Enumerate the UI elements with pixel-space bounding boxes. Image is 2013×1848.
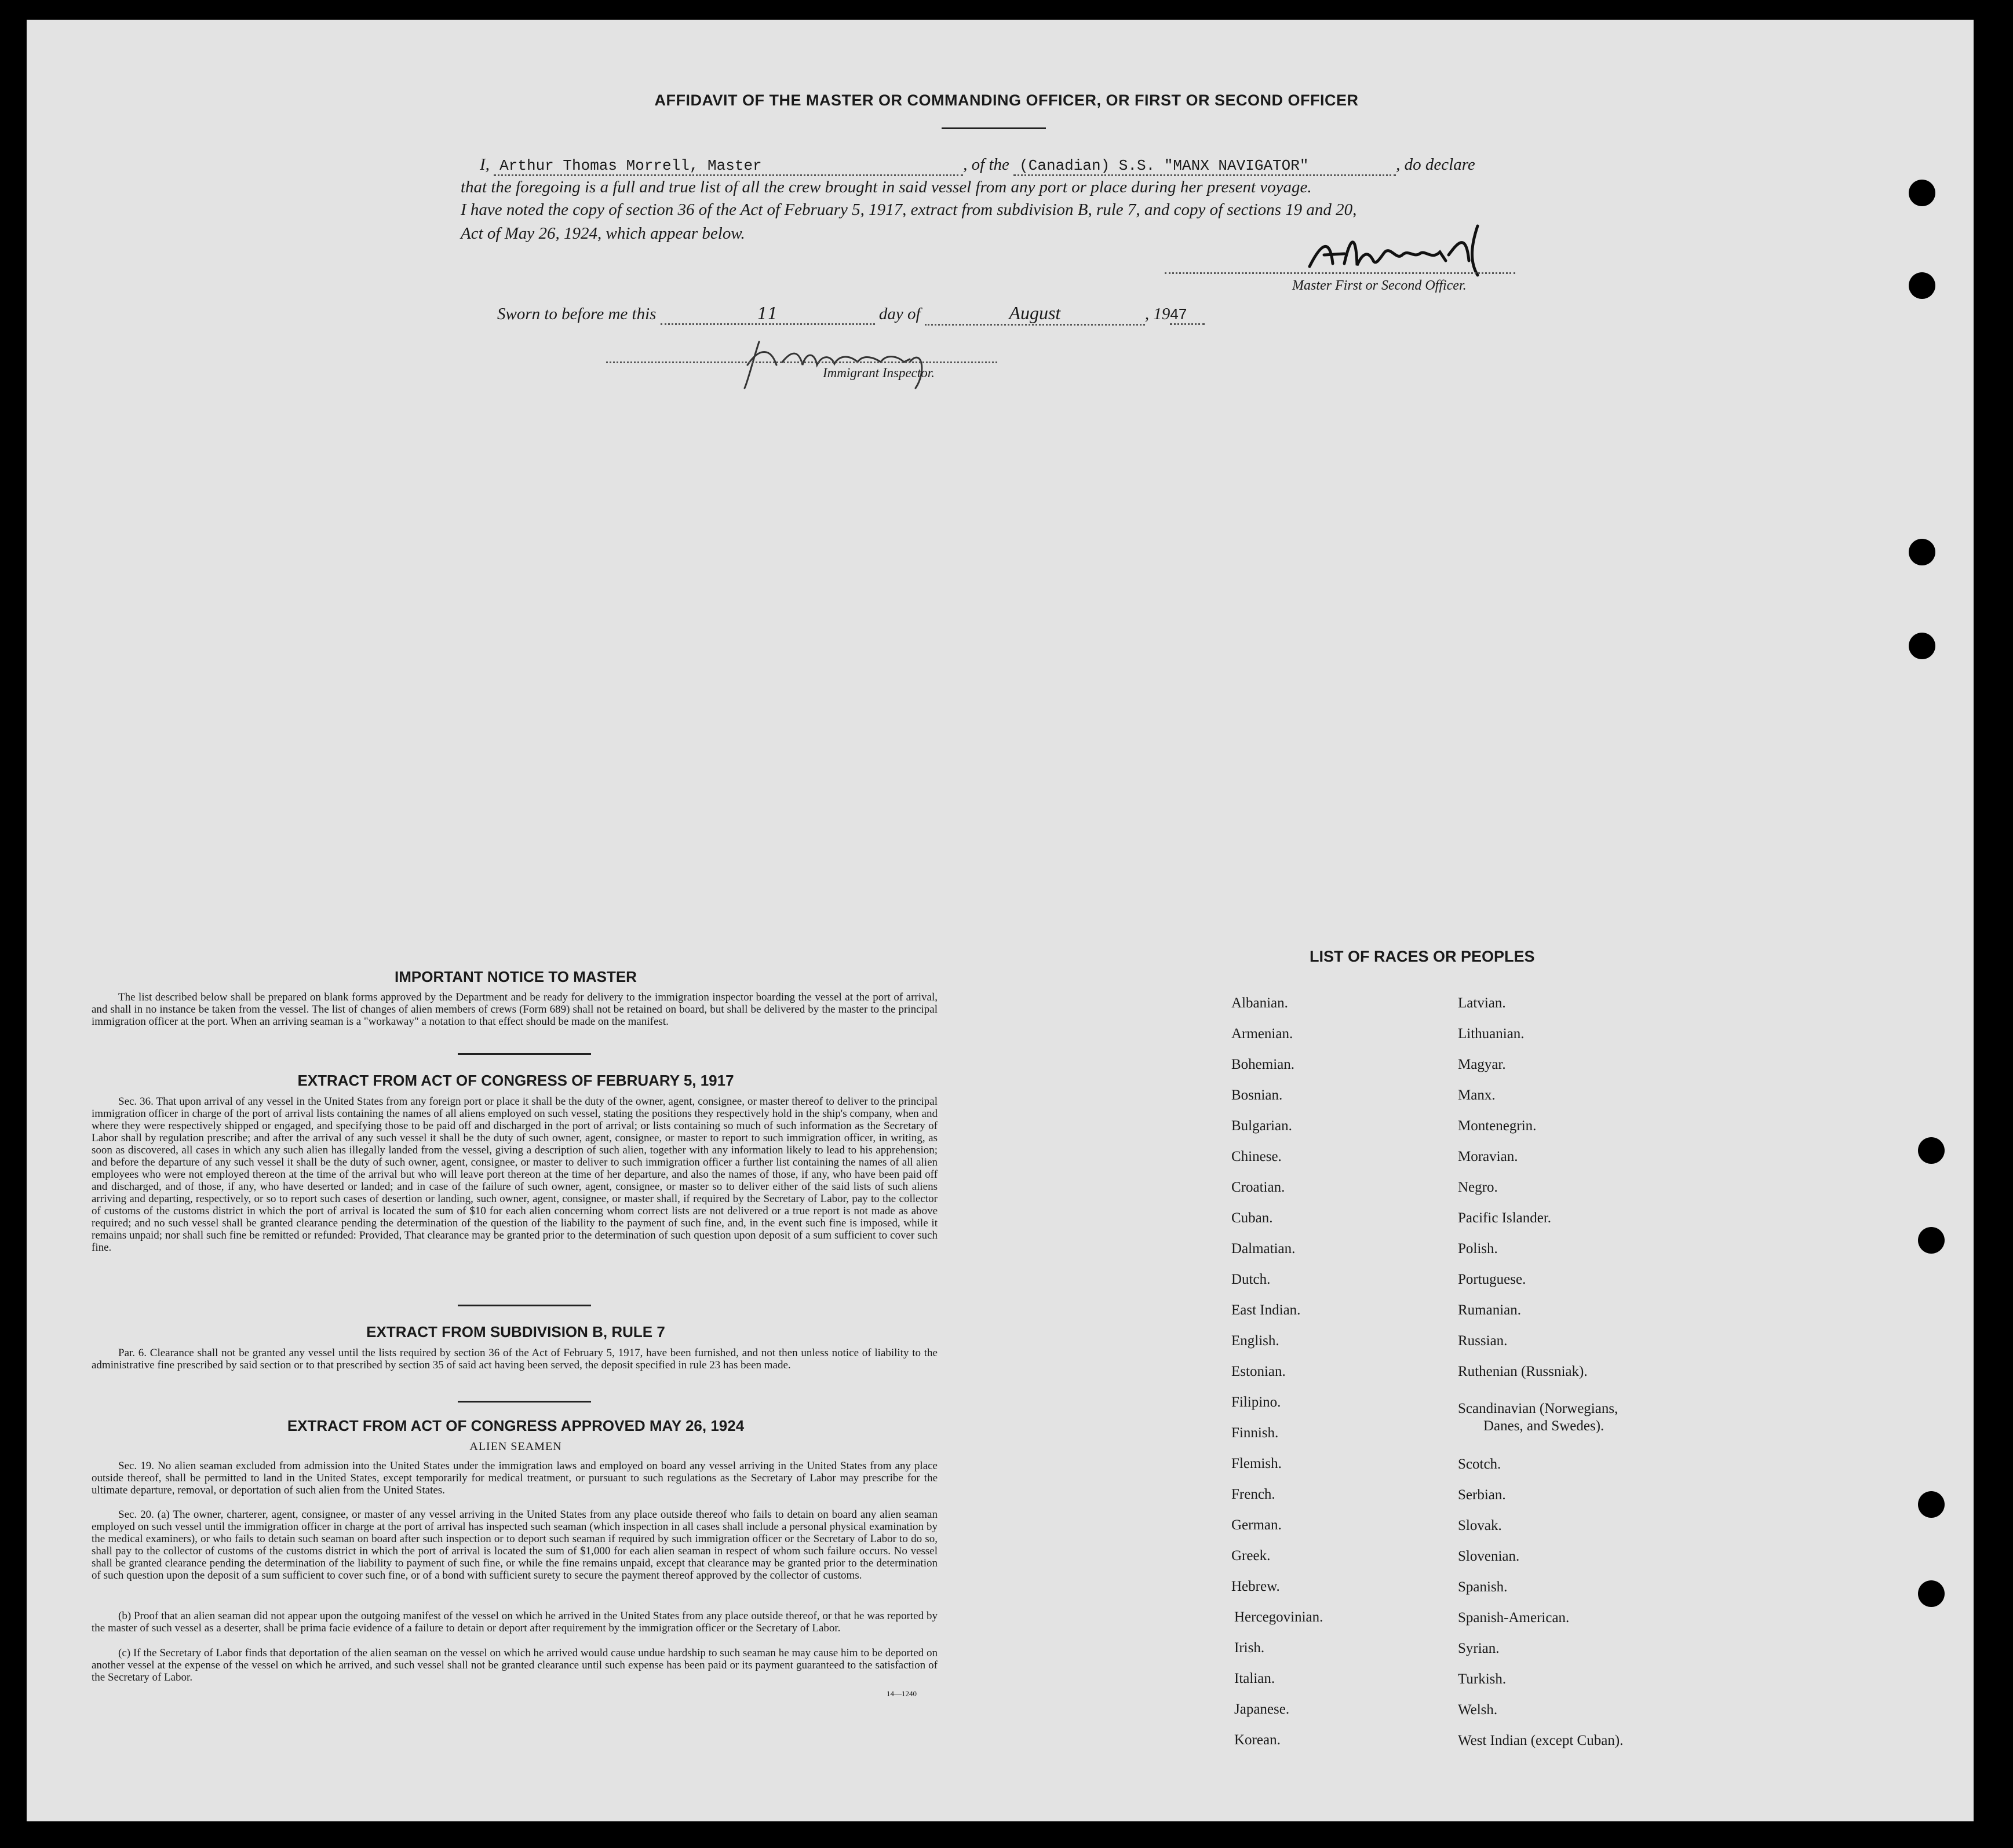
affidavit-lead: I,: [480, 155, 490, 174]
race-item: Korean.: [1234, 1732, 1281, 1748]
affidavit-line-4: Act of May 26, 1924, which appear below.: [461, 224, 745, 243]
race-item: Manx.: [1458, 1087, 1496, 1103]
race-item: Scotch.: [1458, 1456, 1501, 1472]
race-item: Armenian.: [1231, 1026, 1293, 1042]
divider: [458, 1401, 591, 1403]
race-item: Dutch.: [1231, 1272, 1271, 1287]
race-item: Montenegrin.: [1458, 1118, 1537, 1134]
race-item: Cuban.: [1231, 1210, 1273, 1226]
race-item: Serbian.: [1458, 1487, 1506, 1503]
race-item: West Indian (except Cuban).: [1458, 1733, 1624, 1748]
do-declare-text: , do declare: [1396, 155, 1475, 174]
race-item: Welsh.: [1458, 1702, 1498, 1718]
race-item: Bohemian.: [1231, 1057, 1295, 1072]
divider: [458, 1053, 591, 1055]
affidavit-line-1: [480, 155, 1475, 176]
affidavit-line-2: that the foregoing is a full and true list of all the crew brought in said vessel from any port or place during her present voyage.: [461, 178, 1312, 196]
title-underline: [942, 127, 1046, 129]
master-caption: Master First or Second Officer.: [1292, 278, 1467, 293]
notice-title: IMPORTANT NOTICE TO MASTER: [395, 968, 637, 985]
race-item: Scandinavian (Norwegians,: [1458, 1401, 1618, 1416]
race-item: English.: [1231, 1333, 1279, 1349]
race-item: Pacific Islander.: [1458, 1210, 1552, 1226]
punch-hole: [1909, 180, 1935, 206]
race-item: French.: [1231, 1487, 1275, 1502]
race-item: Croatian.: [1231, 1179, 1285, 1195]
race-item: Negro.: [1458, 1179, 1498, 1195]
race-item: Spanish-American.: [1458, 1610, 1570, 1626]
race-item: Ruthenian (Russniak).: [1458, 1364, 1588, 1379]
inspector-caption: Immigrant Inspector.: [823, 366, 935, 380]
race-item: Estonian.: [1231, 1364, 1286, 1379]
race-item: Polish.: [1458, 1241, 1498, 1257]
divider: [458, 1305, 591, 1306]
alien-seamen-subtitle: ALIEN SEAMEN: [469, 1440, 562, 1453]
race-item: Irish.: [1234, 1640, 1265, 1656]
race-item: Albanian.: [1231, 995, 1288, 1011]
sworn-prefix: Sworn to before me this: [497, 305, 657, 323]
sec20b-body: (b) Proof that an alien seaman did not appear upon the outgoing manifest of the vessel on which he arrived in the United States from any place outside thereof, or that he was reported by the master of such vessel as a deserter, shall be prima facie evidence of a failure to detain or deport after requirement by the immigration officer or the Secretary of Labor.: [92, 1610, 938, 1634]
race-item: Rumanian.: [1458, 1302, 1522, 1318]
punch-hole: [1909, 539, 1935, 565]
race-item: Bulgarian.: [1231, 1118, 1292, 1134]
affidavit-line-3: I have noted the copy of section 36 of the Act of February 5, 1917, extract from subdivision B, rule 7, and copy of sections 19 and 20,: [461, 200, 1357, 219]
race-item: Russian.: [1458, 1333, 1508, 1349]
affidavit-title: AFFIDAVIT OF THE MASTER OR COMMANDING OFFICER, OR FIRST OR SECOND OFFICER: [654, 92, 1359, 109]
punch-hole: [1918, 1137, 1945, 1164]
punch-hole: [1918, 1580, 1945, 1607]
master-signature: [1304, 220, 1524, 278]
race-item: East Indian.: [1231, 1302, 1301, 1318]
race-item: Turkish.: [1458, 1671, 1507, 1687]
race-item: Flemish.: [1231, 1456, 1282, 1471]
race-item: Hercegovinian.: [1234, 1609, 1323, 1625]
race-item: Bosnian.: [1231, 1087, 1283, 1103]
race-item: Slovak.: [1458, 1518, 1502, 1533]
rule7-body: Par. 6. Clearance shall not be granted any vessel until the lists required by section 36 of the Act of February 5, 1917, have been furnished, and not then unless notice of liability to the administrative fine prescribed by said section or to that prescribed by section 35 of said act having been served, the deposit specified in rule 23 has been made.: [92, 1347, 938, 1371]
race-item: German.: [1231, 1517, 1282, 1533]
rule7-title: EXTRACT FROM SUBDIVISION B, RULE 7: [366, 1323, 665, 1341]
race-item: Dalmatian.: [1231, 1241, 1296, 1257]
extract-1917-body: Sec. 36. That upon arrival of any vessel in the United States from any foreign port or place it shall be the duty of the owner, agent, consignee, or master thereof to deliver to the principal immigration officer in charge of the port of arrival lists containing the names of all aliens employed on such vessel, stating the positions they respectively hold in the ship's company, when and where they were respectively shipped or engaged, and specifying those to be paid off and discharged in the port of arrival; or lists containing so much of such information as the Secretary of Labor shall by regulation prescribe; and after the arrival of any such vessel it shall be the duty of such owner, agent, consignee, or master to report to such immigration officer, in writing, as soon as discovered, all cases in which any such alien has illegally landed from the vessel, giving a description of such alien, together with any information likely to lead to his apprehension; and before the departure of any such vessel it shall be the duty of such owner, agent, consignee, or master to deliver to such immigration officer a further list containing the names of all alien employees who were not employed thereon at the time of the arrival but who will leave port thereon at the time of her departure, and also the names of those, if any, who have been paid off and discharged, and of those, if any, who have deserted or landed; and in case of the failure of such owner, agent, consignee, or master so to deliver either of the said lists of such aliens arriving and departing, respectively, or so to report such cases of desertion or landing, such owner, agent, consignee, or master shall, if required by the Secretary of Labor, pay to the collector of customs of the customs district in which the port of arrival is located the sum of $10 for each alien concerning whom correct lists are not delivered or a true report is not made as above required; and no such vessel shall be granted clearance pending the determination of the question of the liability to the payment of such fine, and, in the event such fine is imposed, while it remains unpaid; nor shall such fine be remitted or refunded: Provided, That clearance may be granted prior to the determination of such question upon deposit of a sum sufficient to cover such fine.: [92, 1095, 938, 1254]
of-the-text: , of the: [963, 155, 1009, 174]
vessel-name: (Canadian) S.S. "MANX NAVIGATOR": [1013, 157, 1396, 176]
form-number: 14—1240: [887, 1689, 917, 1698]
master-name: Arthur Thomas Morrell, Master: [494, 157, 963, 176]
punch-hole: [1909, 633, 1935, 659]
punch-hole: [1918, 1491, 1945, 1518]
race-item: Syrian.: [1458, 1641, 1500, 1656]
race-item: Slovenian.: [1458, 1548, 1520, 1564]
race-item: Finnish.: [1231, 1425, 1279, 1441]
race-item: Filipino.: [1231, 1394, 1281, 1410]
sworn-month: August: [925, 302, 1145, 326]
race-item: Japanese.: [1234, 1701, 1290, 1717]
notice-body: The list described below shall be prepared on blank forms approved by the Department and be ready for delivery to the immigration inspector boarding the vessel at the port of arrival, and shall in no instance be taken from the vessel. The list of changes of alien members of crews (Form 689) shall not be retained on board, but shall be delivered by the master to the principal immigration officer at the port. When an arriving seaman is a "workaway" a notation to that effect should be made on the manifest.: [92, 991, 938, 1028]
race-item: Moravian.: [1458, 1149, 1518, 1164]
day-of-text: day of: [878, 305, 921, 323]
race-item: Danes, and Swedes).: [1483, 1418, 1604, 1434]
sworn-day: 11: [661, 304, 875, 325]
sec20a-body: Sec. 20. (a) The owner, charterer, agent, consignee, or master of any vessel arriving in the United States from any place outside thereof who fails to detain on board any alien seaman employed on such vessel until the immigration officer in charge at the port of arrival has inspected such seaman (which inspection in all cases shall include a personal physical examination by the medical examiners), or who fails to detain such seaman on board after such inspection or to deport such seaman if required by such immigration officer or the Secretary of Labor to do so, shall pay to the collector of customs of the customs district in which the port of arrival is located the sum of $1,000 for each alien seaman in respect of whom such failure occurs. No vessel shall be granted clearance pending the determination of the liability to payment of such fine, or while the fine remains unpaid, except that clearance may be granted prior to the determination of such question upon the deposit of a sum sufficient to cover such fine, or of a bond with sufficient surety to secure the payment thereof approved by the collector of customs.: [92, 1509, 938, 1582]
race-item: Lithuanian.: [1458, 1026, 1525, 1042]
master-signature-line: [1165, 272, 1515, 274]
sec20c-body: (c) If the Secretary of Labor finds that deportation of the alien seaman on the vessel on which he arrived would cause undue hardship to such seaman he may cause him to be deported on another vessel at the expense of the vessel on which he arrived, and such vessel shall not be granted clearance until such expense has been paid or its payment guaranteed to the satisfaction of the Secretary of Labor.: [92, 1647, 938, 1683]
year-prefix: , 19: [1144, 305, 1170, 323]
race-item: Latvian.: [1458, 995, 1506, 1011]
sworn-line: [497, 302, 1205, 326]
race-item: Italian.: [1234, 1671, 1275, 1686]
race-item: Portuguese.: [1458, 1272, 1526, 1287]
race-item: Hebrew.: [1231, 1579, 1280, 1594]
race-item: Spanish.: [1458, 1579, 1508, 1595]
sec19-body: Sec. 19. No alien seaman excluded from admission into the United States under the immigration laws and employed on board any vessel arriving in the United States from any place outside thereof, shall be permitted to land in the United States, except temporarily for medical treatment, or pursuant to such regulations as the Secretary of Labor may prescribe for the ultimate departure, removal, or deportation of such alien from the United States.: [92, 1460, 938, 1496]
races-title: LIST OF RACES OR PEOPLES: [1310, 948, 1535, 965]
race-item: Greek.: [1231, 1548, 1271, 1564]
extract-1924-title: EXTRACT FROM ACT OF CONGRESS APPROVED MAY 26, 1924: [287, 1417, 745, 1434]
race-item: Chinese.: [1231, 1149, 1282, 1164]
race-item: Magyar.: [1458, 1057, 1506, 1072]
punch-hole: [1918, 1227, 1945, 1254]
inspector-signature-line: [606, 361, 997, 363]
punch-hole: [1909, 272, 1935, 299]
year-suffix: 47: [1170, 305, 1205, 325]
extract-1917-title: EXTRACT FROM ACT OF CONGRESS OF FEBRUARY 5, 1917: [297, 1072, 734, 1089]
